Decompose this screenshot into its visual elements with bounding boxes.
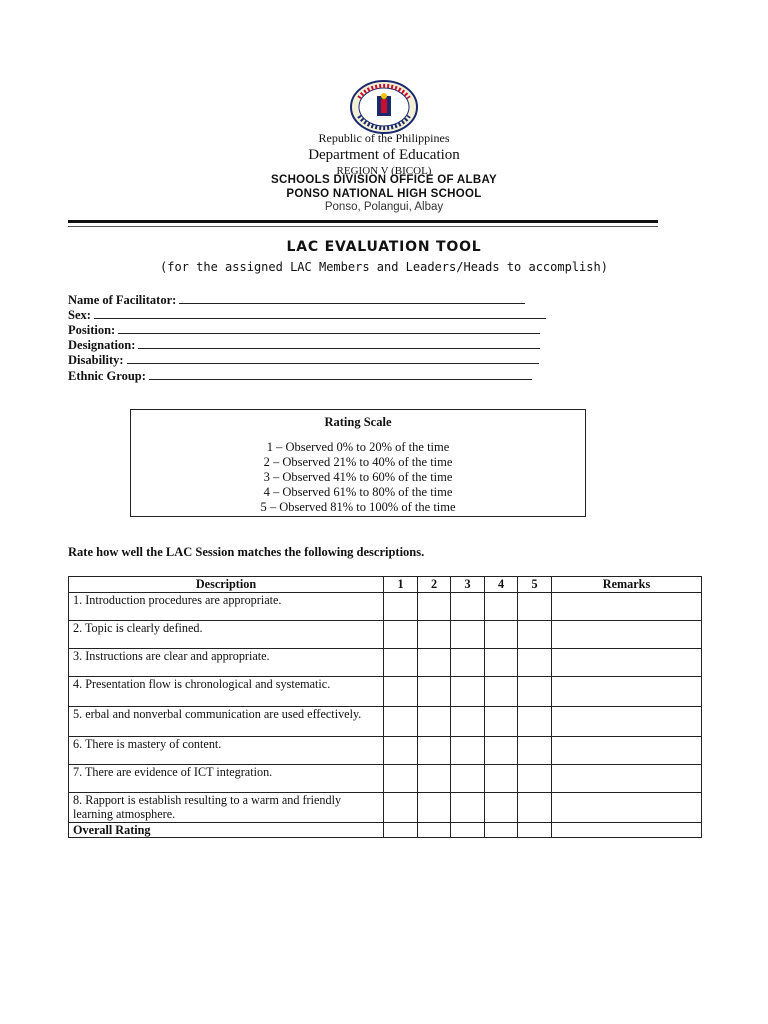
rating-cell[interactable] bbox=[518, 677, 552, 707]
rating-cell[interactable] bbox=[451, 765, 485, 793]
field-label: Sex: bbox=[68, 308, 91, 322]
description-cell: 1. Introduction procedures are appropriate. bbox=[69, 593, 384, 621]
remarks-cell[interactable] bbox=[552, 593, 702, 621]
table-row bbox=[69, 737, 702, 765]
rating-cell[interactable] bbox=[518, 593, 552, 621]
field-label: Ethnic Group: bbox=[68, 369, 146, 383]
remarks-cell[interactable] bbox=[552, 621, 702, 649]
remarks-cell[interactable] bbox=[552, 677, 702, 707]
rating-cell[interactable] bbox=[384, 737, 418, 765]
overall-rating-label: Overall Rating bbox=[69, 823, 384, 838]
rating-cell[interactable] bbox=[451, 593, 485, 621]
school-name: PONSO NATIONAL HIGH SCHOOL bbox=[286, 188, 482, 200]
sex-input-line[interactable] bbox=[94, 307, 546, 319]
rating-cell[interactable] bbox=[418, 593, 451, 621]
column-header: Remarks bbox=[552, 577, 702, 593]
column-header: 3 bbox=[451, 577, 485, 593]
rating-cell[interactable] bbox=[485, 621, 518, 649]
rating-scale-item: 4 – Observed 61% to 80% of the time bbox=[263, 485, 453, 499]
rating-cell[interactable] bbox=[418, 707, 451, 737]
deped-seal-logo bbox=[349, 80, 419, 134]
description-cell: 8. Rapport is establish resulting to a warm and friendly learning atmosphere. bbox=[69, 793, 384, 823]
rating-cell[interactable] bbox=[485, 593, 518, 621]
table-row bbox=[69, 593, 702, 621]
school-address: Ponso, Polangui, Albay bbox=[324, 201, 444, 213]
form-title: LAC EVALUATION TOOL bbox=[286, 239, 482, 255]
position-input-line[interactable] bbox=[118, 322, 540, 334]
position-field bbox=[68, 322, 540, 338]
rating-scale-item: 5 – Observed 81% to 100% of the time bbox=[260, 500, 456, 514]
table-row bbox=[69, 707, 702, 737]
rating-cell[interactable] bbox=[418, 649, 451, 677]
rating-cell[interactable] bbox=[451, 823, 485, 838]
rating-cell[interactable] bbox=[418, 793, 451, 823]
rating-cell[interactable] bbox=[451, 793, 485, 823]
facilitator-input-line[interactable] bbox=[179, 292, 525, 304]
description-cell: 7. There are evidence of ICT integration. bbox=[69, 765, 384, 793]
table-row bbox=[69, 621, 702, 649]
column-header: 5 bbox=[518, 577, 552, 593]
rating-cell[interactable] bbox=[384, 677, 418, 707]
disability-input-line[interactable] bbox=[127, 352, 539, 364]
rating-cell[interactable] bbox=[384, 793, 418, 823]
rating-cell[interactable] bbox=[418, 737, 451, 765]
remarks-cell[interactable] bbox=[552, 649, 702, 677]
field-label: Disability: bbox=[68, 353, 124, 367]
rating-cell[interactable] bbox=[384, 765, 418, 793]
ethnic-group-field bbox=[68, 368, 532, 384]
rating-cell[interactable] bbox=[451, 707, 485, 737]
disability-field bbox=[68, 352, 539, 368]
ethnic-group-input-line[interactable] bbox=[149, 368, 532, 380]
description-cell: 3. Instructions are clear and appropriate. bbox=[69, 649, 384, 677]
description-cell: 5. erbal and nonverbal communication are used effectively. bbox=[69, 707, 384, 737]
table-row bbox=[69, 793, 702, 823]
remarks-cell[interactable] bbox=[552, 765, 702, 793]
description-cell: 2. Topic is clearly defined. bbox=[69, 621, 384, 649]
rating-cell[interactable] bbox=[485, 677, 518, 707]
designation-field bbox=[68, 337, 540, 353]
rating-cell[interactable] bbox=[485, 707, 518, 737]
remarks-cell[interactable] bbox=[552, 707, 702, 737]
column-header: 4 bbox=[485, 577, 518, 593]
field-label: Designation: bbox=[68, 338, 136, 352]
column-header: Description bbox=[69, 577, 384, 593]
facilitator-field bbox=[68, 292, 525, 308]
rating-cell[interactable] bbox=[518, 793, 552, 823]
table-row bbox=[69, 677, 702, 707]
rating-cell[interactable] bbox=[384, 649, 418, 677]
rating-cell[interactable] bbox=[384, 707, 418, 737]
column-header: 2 bbox=[418, 577, 451, 593]
rating-scale-list bbox=[131, 440, 585, 515]
rating-cell[interactable] bbox=[518, 621, 552, 649]
instruction-text: Rate how well the LAC Session matches the following descriptions. bbox=[68, 545, 425, 559]
rating-cell[interactable] bbox=[518, 823, 552, 838]
remarks-cell[interactable] bbox=[552, 737, 702, 765]
table-header-row bbox=[69, 577, 702, 593]
table-row bbox=[69, 649, 702, 677]
rating-cell[interactable] bbox=[518, 649, 552, 677]
rating-cell[interactable] bbox=[451, 677, 485, 707]
remarks-cell[interactable] bbox=[552, 793, 702, 823]
rating-scale-item: 1 – Observed 0% to 20% of the time bbox=[266, 440, 450, 454]
overall-rating-row bbox=[69, 823, 702, 838]
rating-scale-title: Rating Scale bbox=[324, 415, 392, 429]
rating-scale-item: 2 – Observed 21% to 40% of the time bbox=[263, 455, 453, 469]
rating-cell[interactable] bbox=[518, 707, 552, 737]
rating-cell[interactable] bbox=[418, 621, 451, 649]
sex-field bbox=[68, 307, 546, 323]
table-row bbox=[69, 765, 702, 793]
evaluation-table bbox=[68, 576, 702, 838]
rating-cell[interactable] bbox=[485, 823, 518, 838]
rating-cell[interactable] bbox=[518, 765, 552, 793]
rating-cell[interactable] bbox=[451, 737, 485, 765]
remarks-cell[interactable] bbox=[552, 823, 702, 838]
rating-cell[interactable] bbox=[451, 621, 485, 649]
description-cell: 4. Presentation flow is chronological and systematic. bbox=[69, 677, 384, 707]
republic-label: Republic of the Philippines bbox=[318, 131, 450, 145]
rating-cell[interactable] bbox=[451, 649, 485, 677]
rating-cell[interactable] bbox=[485, 737, 518, 765]
division-label: SCHOOLS DIVISION OFFICE OF ALBAY bbox=[271, 174, 497, 186]
rating-cell[interactable] bbox=[384, 823, 418, 838]
rating-cell[interactable] bbox=[384, 621, 418, 649]
rating-cell[interactable] bbox=[384, 593, 418, 621]
department-name: Department of Education bbox=[308, 147, 460, 163]
form-subtitle: (for the assigned LAC Members and Leaders/Heads to accomplish) bbox=[160, 260, 608, 274]
header-divider-thin bbox=[68, 226, 658, 227]
rating-cell[interactable] bbox=[518, 737, 552, 765]
rating-scale-item: 3 – Observed 41% to 60% of the time bbox=[263, 470, 453, 484]
rating-cell[interactable] bbox=[418, 823, 451, 838]
description-cell: 6. There is mastery of content. bbox=[69, 737, 384, 765]
rating-scale-box bbox=[130, 409, 586, 517]
header-divider bbox=[68, 220, 658, 223]
field-label: Name of Facilitator: bbox=[68, 293, 177, 307]
designation-input-line[interactable] bbox=[138, 337, 540, 349]
rating-cell[interactable] bbox=[485, 649, 518, 677]
rating-cell[interactable] bbox=[485, 793, 518, 823]
rating-cell[interactable] bbox=[485, 765, 518, 793]
column-header: 1 bbox=[384, 577, 418, 593]
field-label: Position: bbox=[68, 323, 116, 337]
rating-cell[interactable] bbox=[418, 765, 451, 793]
rating-cell[interactable] bbox=[418, 677, 451, 707]
region-label: REGION V (BICOL) bbox=[336, 165, 432, 177]
